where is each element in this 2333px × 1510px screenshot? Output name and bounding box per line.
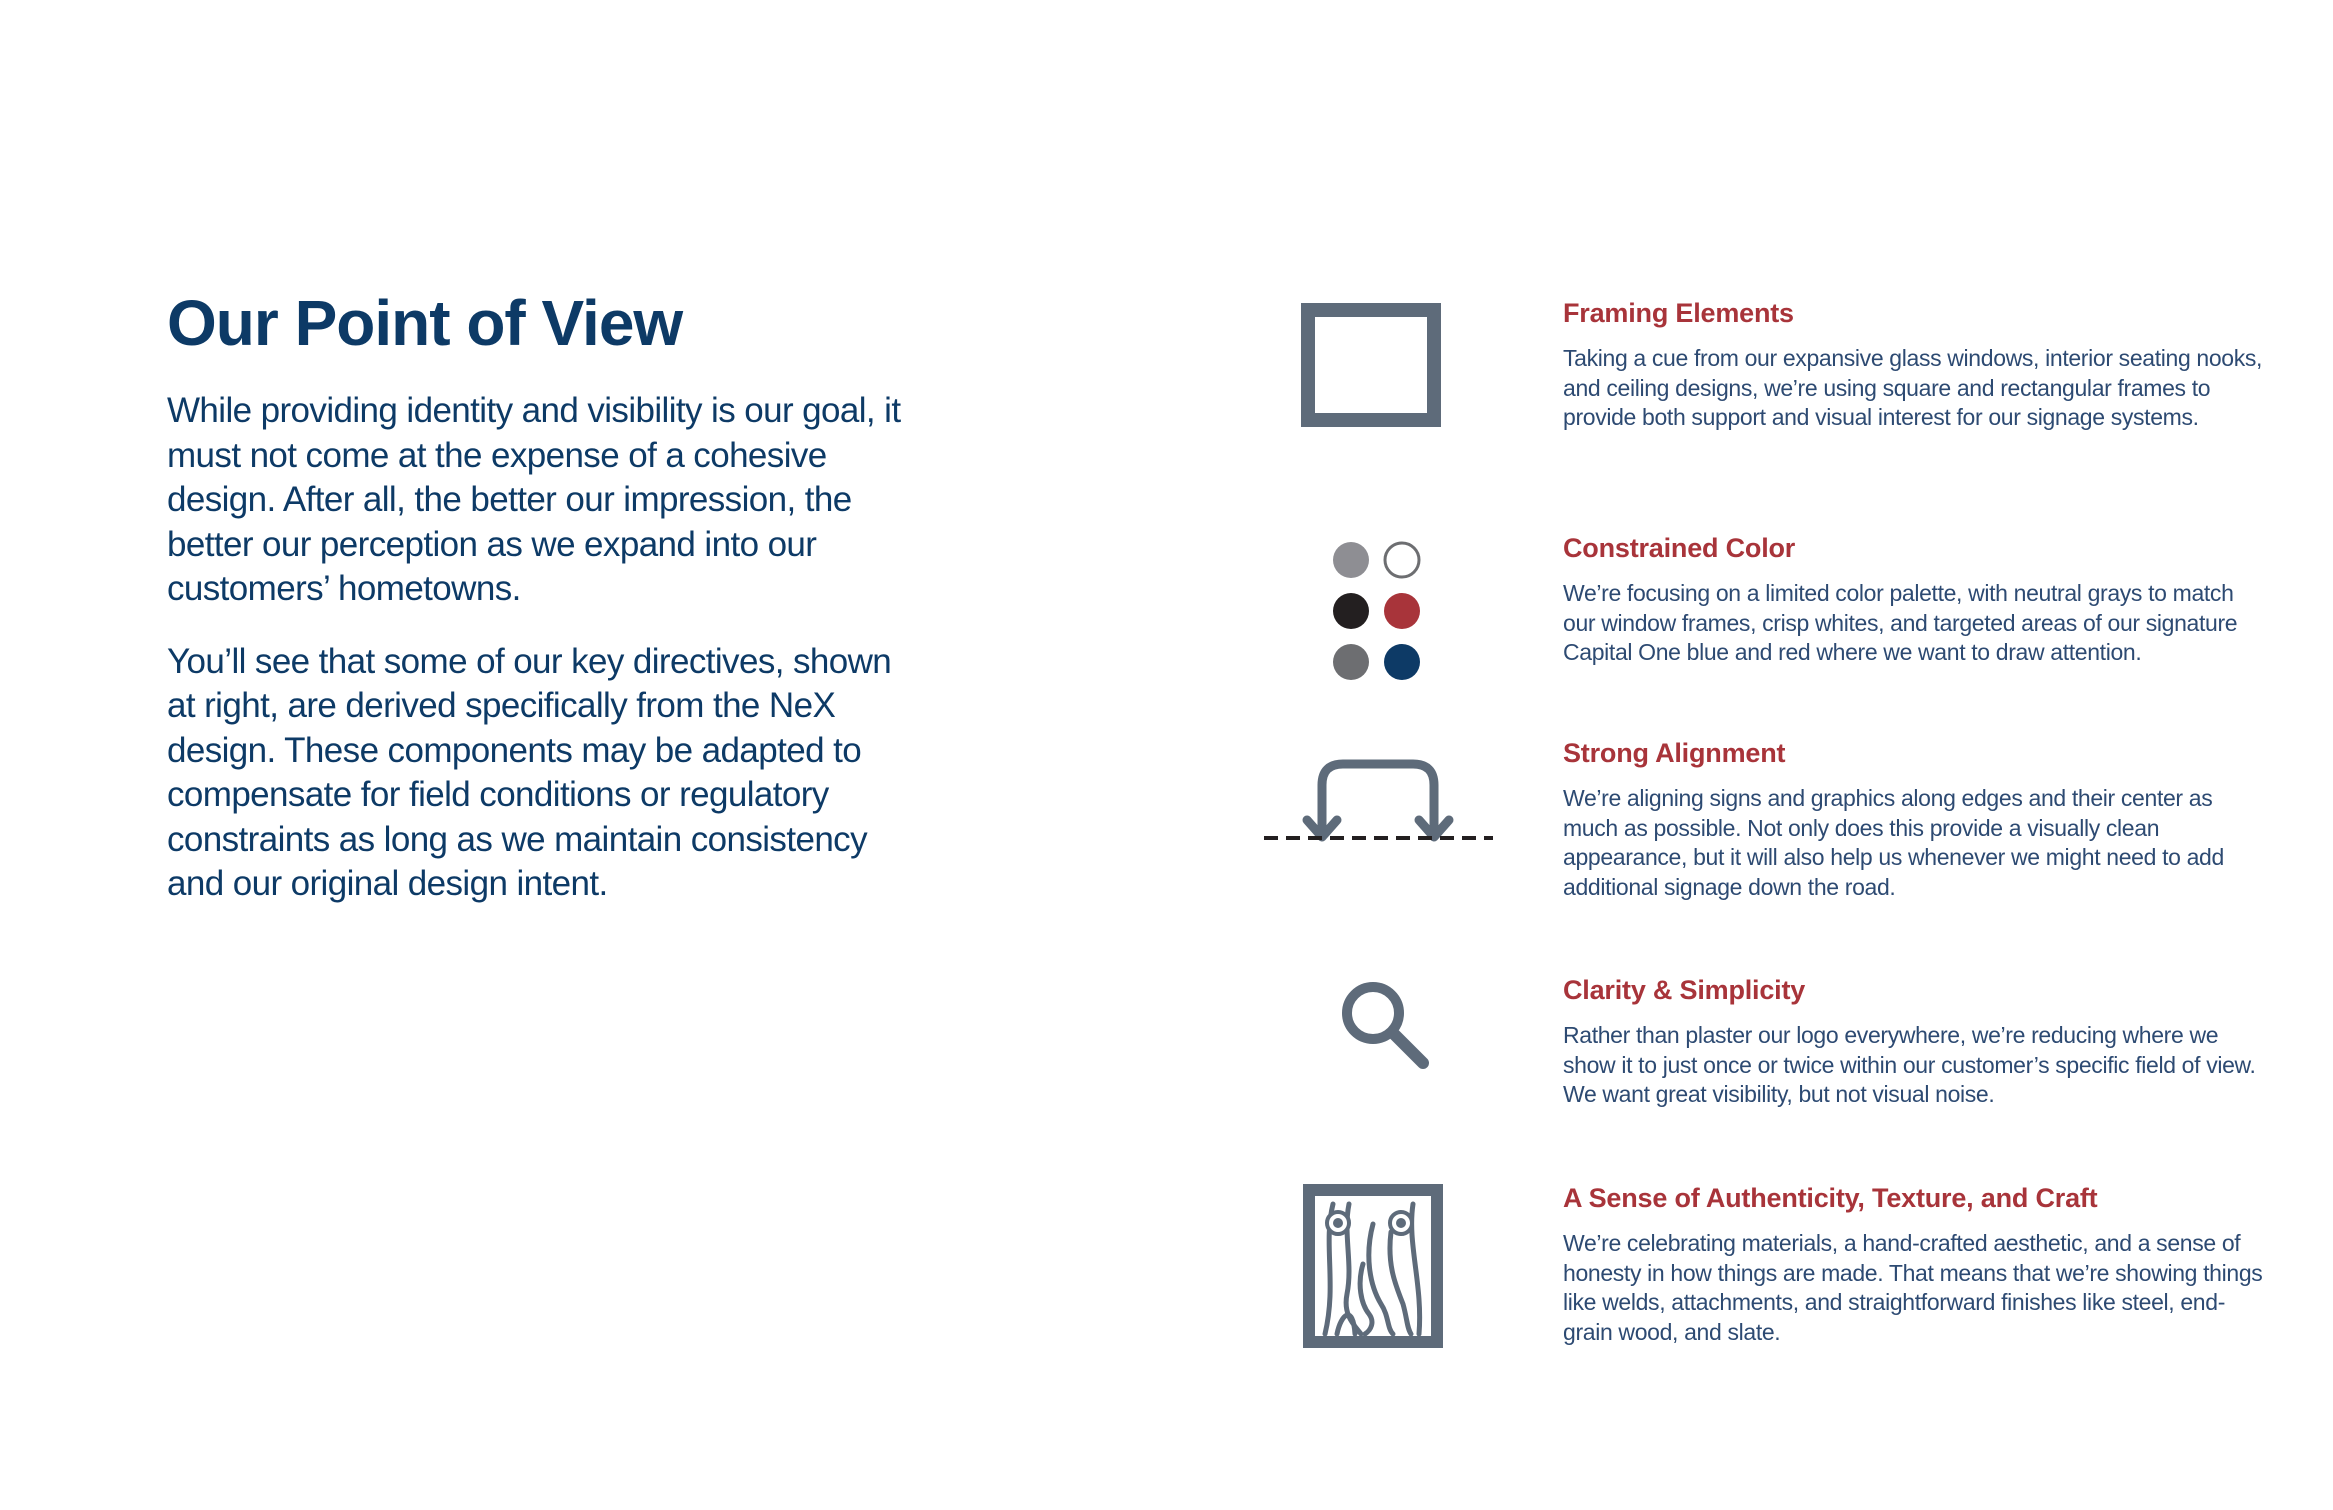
directive-text: [1563, 531, 2263, 668]
directive-title: A Sense of Authenticity, Texture, and Craft: [1563, 1183, 2098, 1213]
directive-text: [1563, 1181, 2263, 1348]
page-title: Our Point of View: [167, 287, 683, 359]
directive-strong-alignment: [1263, 736, 2263, 926]
swatch-red: [1384, 593, 1420, 629]
directive-constrained-color: [1263, 531, 2263, 691]
alignment-arrows-icon: [1263, 750, 1493, 860]
intro-paragraph-2: You’ll see that some of our key directives, shown at right, are derived specifically from the NeX design. These components may be adapted to compensate for field conditions or regulatory constraints as long as we maintain consistency and our original design intent.: [167, 641, 892, 903]
directive-title: Strong Alignment: [1563, 738, 1786, 768]
directive-body: We’re aligning signs and graphics along edges and their center as much as possible. Not only does this provide a visually clean appearance, but it will also help us whenever we might need to add additional signage down the road.: [1563, 785, 2224, 901]
directive-text: [1563, 736, 2263, 903]
swatch-dark-gray: [1333, 644, 1369, 680]
square-frame-icon: [1301, 303, 1441, 427]
directive-title: Clarity & Simplicity: [1563, 975, 1806, 1005]
intro-column: [167, 285, 927, 935]
directive-clarity-simplicity: [1263, 973, 2263, 1143]
swatch-light-gray: [1333, 542, 1369, 578]
directive-authenticity-texture-craft: [1263, 1181, 2263, 1371]
directive-body: Taking a cue from our expansive glass windows, interior seating nooks, and ceiling designs, we’re using square and rectangular frames to provide both support and visual interest for our signage systems.: [1563, 345, 2263, 431]
color-palette-icon: [1326, 539, 1426, 689]
swatch-white: [1385, 543, 1419, 577]
directive-title: Framing Elements: [1563, 298, 1794, 328]
directive-body: We’re focusing on a limited color palette, with neutral grays to match our window frames, crisp whites, and targeted areas of our signature Capital One blue and red where we want to draw attention.: [1563, 580, 2238, 666]
swatch-blue: [1384, 644, 1420, 680]
intro-paragraph-1: While providing identity and visibility is our goal, it must not come at the expense of a cohesive design. After all, the better our impression, the better our perception as we expand into our customers’ hometowns.: [167, 391, 901, 608]
directive-body: Rather than plaster our logo everywhere, we’re reducing where we show it to just once or twice within our customer’s specific field of view. We want great visibility, but not visual noise.: [1563, 1022, 2256, 1108]
directive-text: [1563, 296, 2263, 433]
magnifying-glass-icon: [1335, 973, 1445, 1073]
directive-framing-elements: [1263, 296, 2263, 476]
directive-text: [1563, 973, 2263, 1110]
directive-body: We’re celebrating materials, a hand-crafted aesthetic, and a sense of honesty in how things are made. That means that we’re showing things like welds, attachments, and straightforward finishes like steel, end-grain wood, and slate.: [1563, 1230, 2263, 1346]
directive-title: Constrained Color: [1563, 533, 1796, 563]
swatch-black: [1333, 593, 1369, 629]
wood-grain-frame-icon: [1303, 1184, 1443, 1348]
